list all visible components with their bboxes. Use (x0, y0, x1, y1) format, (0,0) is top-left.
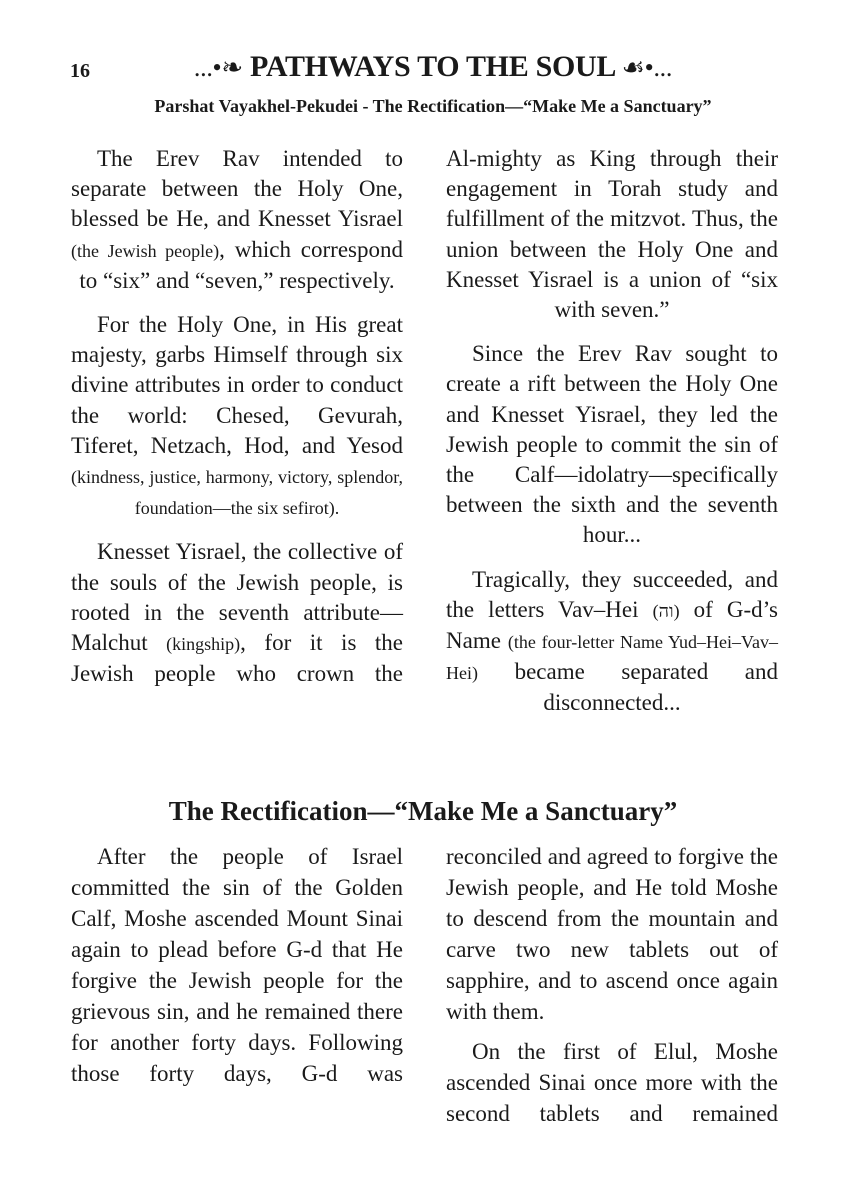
paragraph (71, 144, 403, 296)
paragraph (446, 565, 778, 719)
section-heading: The Rectification—“Make Me a Sanctuary” (168, 796, 678, 826)
gloss: (kingship) (166, 634, 241, 655)
ornament-left-icon: ...•❧ (193, 53, 243, 82)
bottom-right-column (446, 841, 778, 1138)
running-title (0, 50, 846, 84)
paragraph (71, 537, 403, 689)
text: The Erev Rav intended to separate between the Holy One, blessed be He, and Knesset Yisrael (71, 146, 403, 232)
bottom-left-column (71, 841, 403, 1098)
ornament-right-icon: ☙•... (621, 53, 673, 82)
paragraph: Since the Erev Rav sought to create a rift between the Holy One and Knesset Yisrael, they led the Jewish people to commit the sin of the Calf—idolatry—specifically between the sixth and the seventh hour... (446, 341, 778, 548)
chapter-subtitle: Parshat Vayakhel-Pekudei - The Rectification—“Make Me a Sanctuary” (154, 96, 712, 116)
paragraph: On the first of Elul, Moshe ascended Sinai once more with the second tablets and remained (446, 1039, 778, 1126)
gloss: (kindness, justice, harmony, victory, splendor, foundation—the six sefirot). (71, 467, 403, 519)
text: Knesset Yisrael, the collective of the souls of the Jewish people, is rooted in the seventh attribute—Malchut (71, 539, 403, 656)
text: , which correspond to “six” and “seven,” respectively. (79, 236, 403, 293)
paragraph (71, 310, 403, 523)
gloss: (the Jewish people) (71, 240, 220, 261)
top-left-column (71, 144, 403, 703)
book-title: PATHWAYS TO THE SOUL (250, 50, 615, 83)
text: Tragically, they succeeded, and the letters Vav–Hei (446, 566, 778, 622)
text: of G-d’s Name (446, 596, 778, 654)
text: For the Holy One, in His great majesty, garbs Himself through six divine attributes in order to conduct the world: Chesed, Gevurah, Tiferet, Netzach, Hod, and Yesod (71, 312, 403, 458)
paragraph: After the people of Israel committed the sin of the Golden Calf, Moshe ascended Mount Sinai again to plead before G-d that He forgive the Jewish people for the grievous sin, and he remained there for another forty days. Following those forty days, G-d was (71, 844, 403, 1086)
gloss: (the four-letter Name Yud–Hei–Vav–Hei) (446, 632, 778, 684)
paragraph: Al-mighty as King through their engagement in Torah study and fulfillment of the mitzvot. Thus, the union between the Holy One and Knesset Yisrael is a union of “six with seven.” (446, 146, 778, 323)
text: , for it is the Jewish people who crown the (71, 630, 403, 687)
top-right-column (446, 144, 778, 733)
hebrew-letters: (וה) (652, 600, 680, 621)
paragraph: reconciled and agreed to forgive the Jewish people, and He told Moshe to descend from the mountain and carve two new tablets out of sapphire, and to ascend once again with them. (446, 844, 778, 1024)
page-number: 16 (70, 60, 90, 82)
text: became separated and disconnected... (477, 659, 778, 716)
